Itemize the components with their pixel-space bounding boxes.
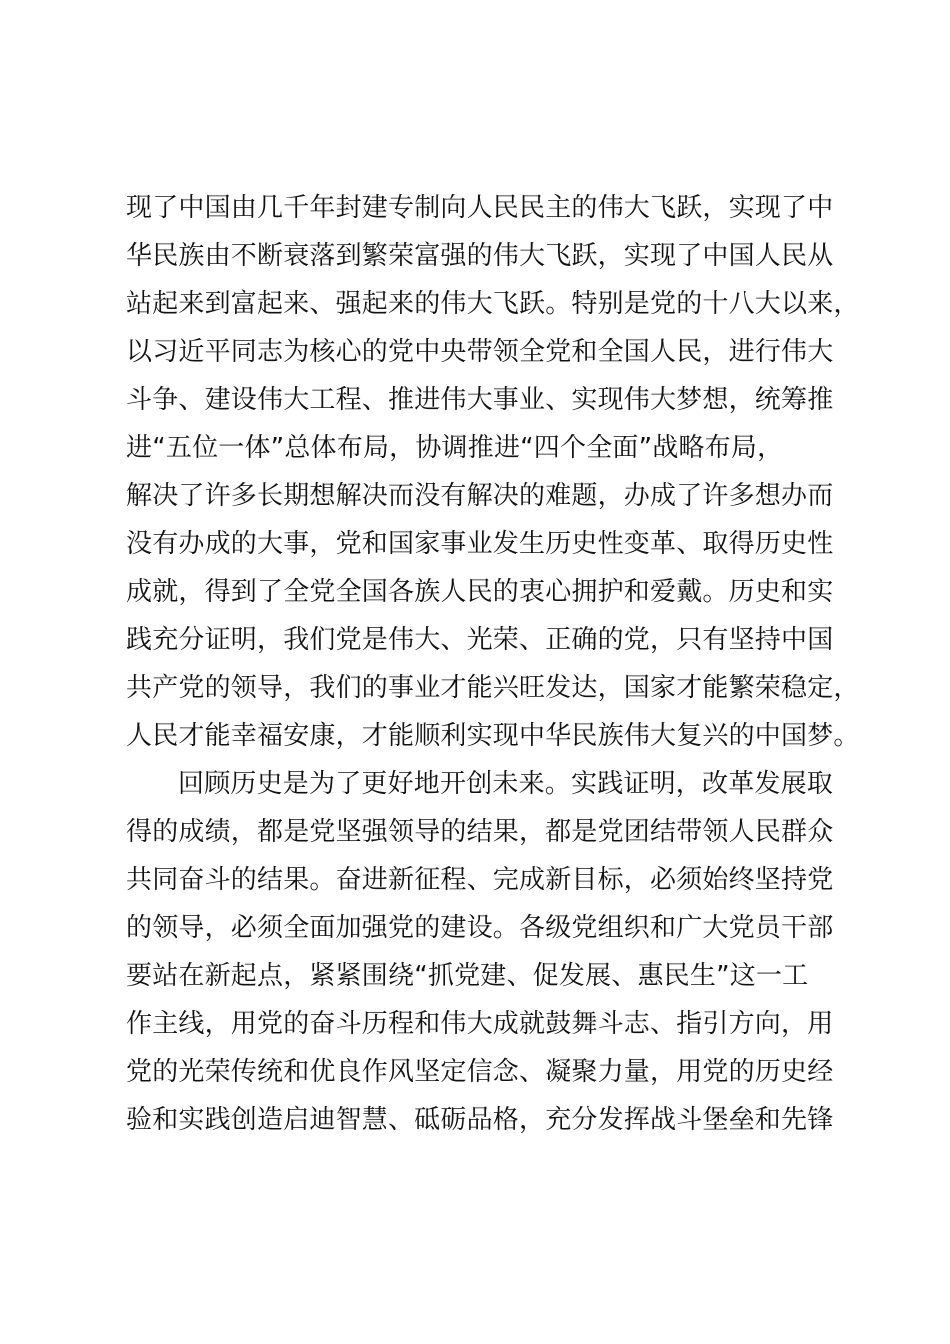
text-line: 作主线，用党的奋斗历程和伟大成就鼓舞斗志、指引方向，用 xyxy=(126,1009,834,1039)
text-line: 共同奋斗的结果。奋进新征程、完成新目标，必须始终坚持党 xyxy=(126,865,834,895)
text-line: 解决了许多长期想解决而没有解决的难题，办成了许多想办而 xyxy=(126,481,834,511)
text-line: 共产党的领导，我们的事业才能兴旺发达，国家才能繁荣稳定， xyxy=(126,673,860,703)
text-line: 没有办成的大事，党和国家事业发生历史性变革、取得历史性 xyxy=(126,529,834,559)
text-line: 华民族由不断衰落到繁荣富强的伟大飞跃，实现了中国人民从 xyxy=(126,241,834,271)
paragraph-first-line: 回顾历史是为了更好地开创未来。实践证明，改革发展取 xyxy=(178,769,834,799)
body-text xyxy=(126,184,866,1144)
text-line: 进“五位一体”总体布局，协调推进“四个全面”战略布局， xyxy=(126,433,784,463)
text-line: 验和实践创造启迪智慧、砥砺品格，充分发挥战斗堡垒和先锋 xyxy=(126,1105,834,1135)
text-line: 成就，得到了全党全国各族人民的衷心拥护和爱戴。历史和实 xyxy=(126,577,834,607)
text-line: 党的光荣传统和优良作风坚定信念、凝聚力量，用党的历史经 xyxy=(126,1057,834,1087)
text-line: 得的成绩，都是党坚强领导的结果，都是党团结带领人民群众 xyxy=(126,817,834,847)
text-line: 的领导，必须全面加强党的建设。各级党组织和广大党员干部 xyxy=(126,913,834,943)
text-line: 斗争、建设伟大工程、推进伟大事业、实现伟大梦想，统筹推 xyxy=(126,385,834,415)
text-line: 人民才能幸福安康，才能顺利实现中华民族伟大复兴的中国梦。 xyxy=(126,721,860,751)
text-line: 以习近平同志为核心的党中央带领全党和全国人民，进行伟大 xyxy=(126,337,834,367)
text-line: 站起来到富起来、强起来的伟大飞跃。特别是党的十八大以来， xyxy=(126,289,860,319)
text-line: 要站在新起点，紧紧围绕“抓党建、促发展、惠民生”这一工 xyxy=(126,961,809,991)
text-line: 现了中国由几千年封建专制向人民民主的伟大飞跃，实现了中 xyxy=(126,193,834,223)
text-line: 践充分证明，我们党是伟大、光荣、正确的党，只有坚持中国 xyxy=(126,625,834,655)
